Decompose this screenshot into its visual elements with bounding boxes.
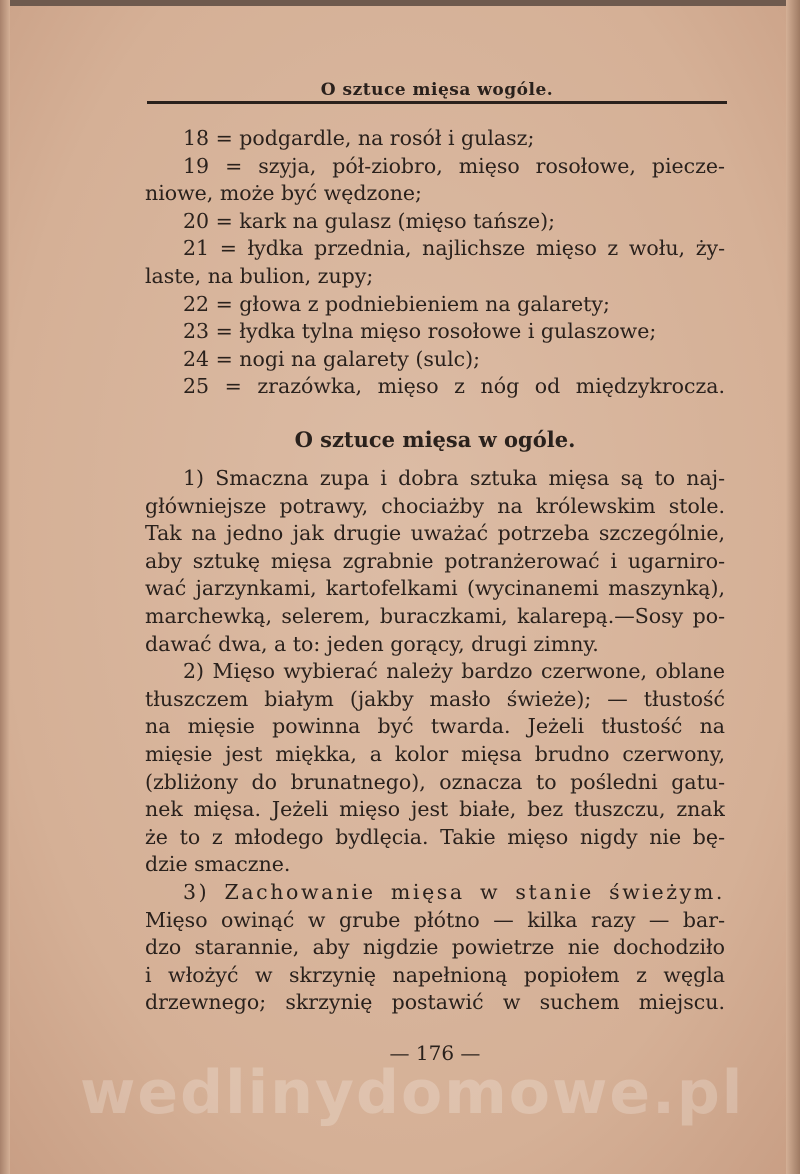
text-line: 20 = kark na gulasz (mięso tańsze); <box>183 208 556 233</box>
text-line: marchewką, selerem, buraczkami, kalarepą.—Sosy po- <box>145 603 725 628</box>
text-line: (zbliżony do brunatnego), oznacza to pośledni gatu- <box>145 769 725 794</box>
header-rule <box>147 101 727 104</box>
page-number: — 176 — <box>389 1041 481 1065</box>
text-line: Tak na jedno jak drugie uważać potrzeba szczególnie, <box>145 521 725 546</box>
text-line: 22 = głowa z podniebieniem na galarety; <box>183 291 610 316</box>
text-line: aby sztukę mięsa zgrabnie potranżerować i ugarniro- <box>145 548 725 573</box>
text-line: mięsie jest miękka, a kolor mięsa brudno czerwony, <box>145 741 725 766</box>
text-line: Mięso owinąć w grube płótno — kilka razy — bar- <box>145 907 725 932</box>
text-line: wać jarzynkami, kartofelkami (wycinanemi maszynką), <box>145 576 725 601</box>
text-line: dzie smaczne. <box>145 852 291 877</box>
section-title: O sztuce mięsa w ogóle. <box>294 427 576 452</box>
text-line: 19 = szyja, pół-ziobro, mięso rosołowe, piecze- <box>183 153 725 178</box>
text-line: 21 = łydka przednia, najlichsze mięso z wołu, ży- <box>183 236 725 261</box>
text-line: 24 = nogi na galarety (sulc); <box>183 346 481 371</box>
top-edge-shadow <box>0 0 800 6</box>
text-line: 18 = podgardle, na rosół i gulasz; <box>183 126 535 150</box>
section-body <box>145 465 725 1017</box>
cut-list <box>145 125 725 401</box>
text-line: 25 = zrazówka, mięso z nóg od międzykrocza. <box>183 374 725 399</box>
text-line: laste, na bulion, zupy; <box>145 263 374 288</box>
right-edge-shadow <box>786 0 800 1174</box>
text-line: na mięsie powinna być twarda. Jeżeli tłustość na <box>145 714 725 739</box>
text-line: drzewnego; skrzynię postawić w suchem miejscu. <box>145 990 725 1015</box>
text-line: nek mięsa. Jeżeli mięso jest białe, bez tłuszczu, znak <box>145 797 725 822</box>
text-line: 2) Mięso wybierać należy bardzo czerwone, oblane <box>183 659 725 684</box>
text-line: i włożyć w skrzynię napełnioną popiołem z węgla <box>145 962 725 987</box>
left-edge-shadow <box>0 0 10 1174</box>
text-line: dzo starannie, aby nigdzie powietrze nie dochodziło <box>145 935 725 960</box>
text-line: że to z młodego bydlęcia. Takie mięso nigdy nie bę- <box>145 824 725 849</box>
text-line: tłuszczem białym (jakby masło świeże); — tłustość <box>145 686 725 711</box>
text-line: główniejsze potrawy, chociażby na królewskim stole. <box>145 493 725 518</box>
watermark-bottom: wedlinydomowe.pl <box>80 1058 745 1128</box>
running-header: O sztuce mięsa wogóle. <box>320 80 554 100</box>
preservation-heading: 3) Zachowanie mięsa w stanie świeżym. <box>183 879 725 904</box>
text-line: 23 = łydka tylna mięso rosołowe i gulaszowe; <box>183 319 657 344</box>
text-line: dawać dwa, a to: jeden gorący, drugi zimny. <box>145 631 599 656</box>
text-line: 1) Smaczna zupa i dobra sztuka mięsa są to naj- <box>183 466 725 490</box>
text-line: niowe, może być wędzone; <box>145 181 422 206</box>
